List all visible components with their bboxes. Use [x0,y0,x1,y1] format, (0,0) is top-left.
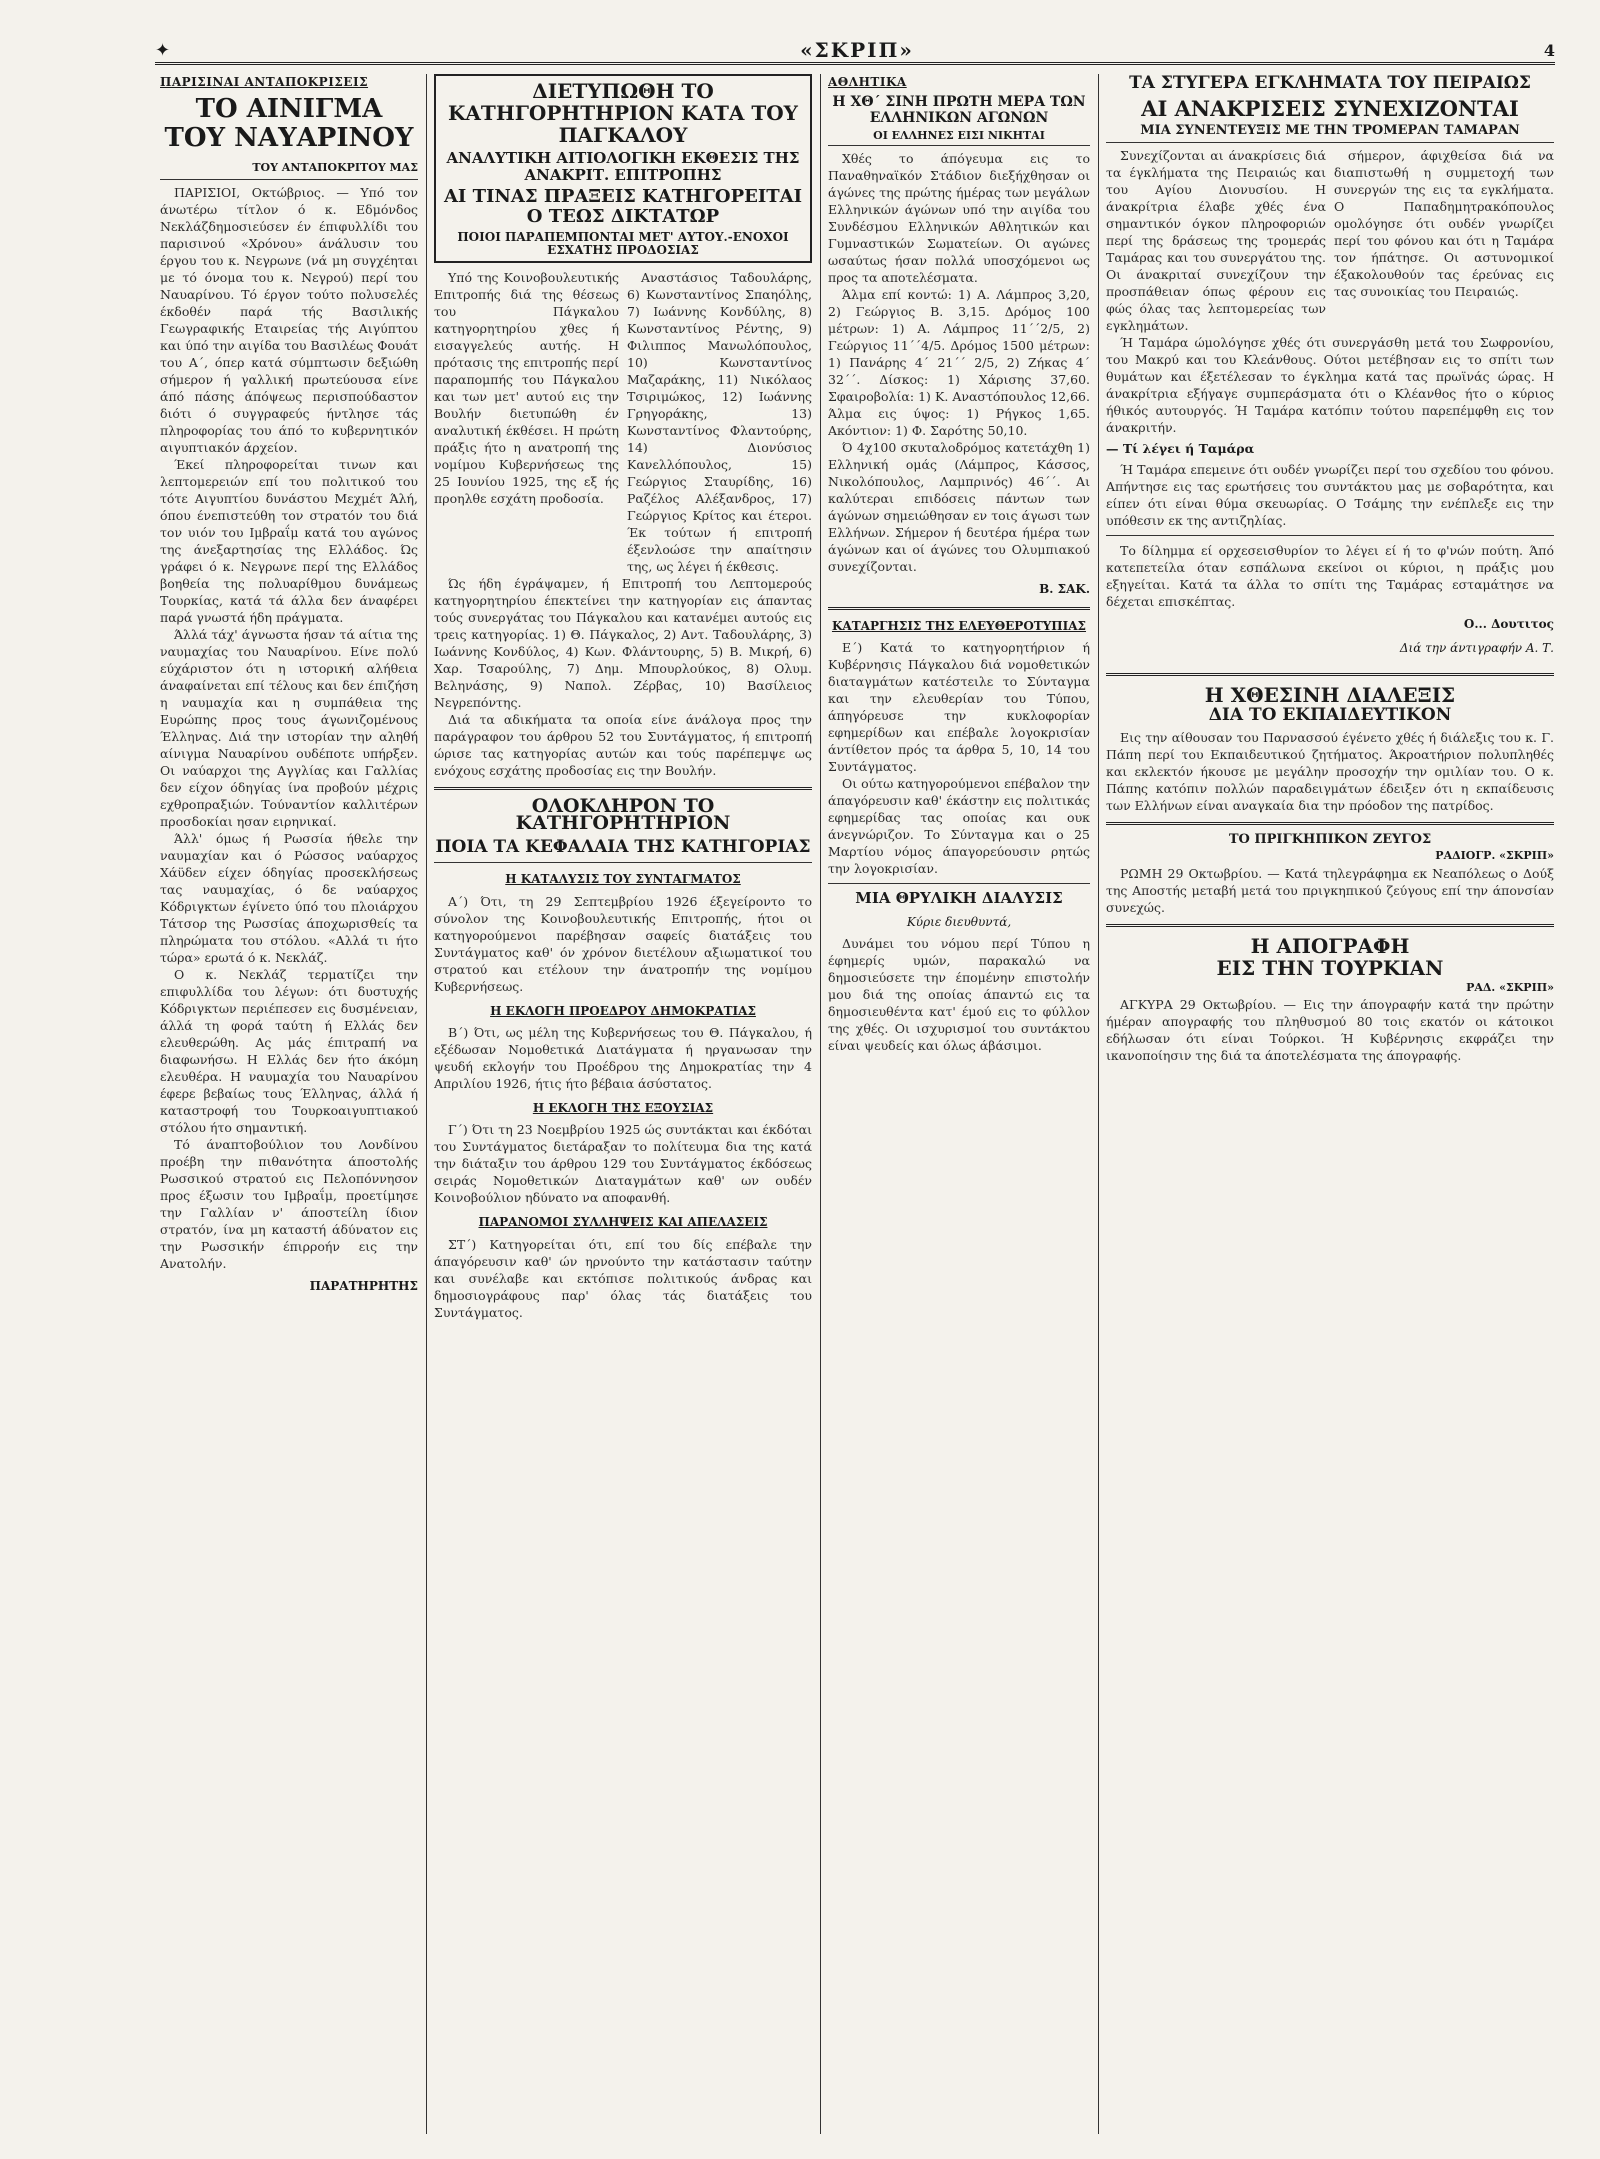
article-paragraph: Ώς ήδη έγράψαμεν, ή Επιτροπή του Λεπτομερούς κατηγορητηρίου έπεκτείνει την κατηγορίαν εις άπαντας τούς συνεργάτας του Πάγκαλου και κατανέμει αυτούς εις τρεις κατηγορίας. 1) Θ. Πάγκαλος, 2) Αντ. Ταδουλάρης, 3) Ιωάννης Κονδύλος, 4) Κων. Φλάντουρης, 5) Β. Μικρή, 6) Χαρ. Τσαρούλης, 7) Δημ. Μπουρλούκος, 8) Ολυμ. Βεληνάσης, 9) Ναπολ. Ζέρβας, 10) Βασίλειος Νεγρεπόντης. [434,575,812,710]
lower-left [1106,665,1554,1064]
headline: ΤΑ ΣΤΥΓΕΡΑ ΕΓΚΛΗΜΑΤΑ ΤΟΥ ΠΕΙΡΑΙΩΣ [1129,74,1531,93]
article-paragraph: Ή Ταμάρα επεμεινε ότι ουδέν γνωρίζει περί του σχεδίου του φόνου. Απήντησε εις τας ερωτήσεις του συντάκτου μας με σοβαρότητα, και είπεν ότι είναι θύμα σκευωρίας. Ο Τσάμης την ενέπλεξε εις την υπόθεσιν εκ της αντιζηλίας. [1106,462,1554,529]
section-subhead: ΚΑΤΑΡΓΗΣΙΣ ΤΗΣ ΕΛΕΥΘΕΡΟΤΥΠΙΑΣ [831,618,1087,633]
column-divider [1098,74,1099,2134]
article-paragraph: Το δίλημμα εί ορχεσεισθυρίον το λέγει εί ή το φ'νών πούτη. Άπό κατεπετείλα όταν εσπάλωνα εκείνοι οι κύριοι, η πράξις μου εξηγείται. Κατά τα άλλα το σπίτι της Ταμάρας εσταμάτησε να δέχεται επισκέπτας. [1106,543,1554,610]
section-subhead: Η ΕΚΛΟΓΗ ΤΗΣ ΕΞΟΥΣΙΑΣ [532,1101,714,1115]
results-paragraph: Άλμα επί κοντώ: 1) Α. Λάμπρος 3,20, 2) Γεώργιος Β. 3,15. Δρόμος 100 μέτρων: 1) Α. Λάμπρος 11΄΄2/5, 2) Γεώργιος 11΄΄4/5. Δρόμος 1500 μέτρων: 1) Πανάρης 4΄ 21΄΄ 2/5, 2) Ζήκας 4΄ 32΄΄. Δίσκος: 1) Χάρισης 37,60. Σφαιροβολία: 1) Κ. Αναστόπουλος 12,66. Άλμα εις ύψος: 1) Ρήγκος 1,65. Ακόντιον: 1) Φ. Σαρότης 50,10. [828,287,1090,439]
divider [828,883,1090,884]
credit: ΡΑΔΙΟΓΡ. «ΣΚΡΙΠ» [1435,849,1554,863]
headline: ΔΙΕΤΥΠΩΘΗ ΤΟ ΚΑΤΗΓΟΡΗΤΗΡΙΟΝ ΚΑΤΑ ΤΟΥ ΠΑΓΚΑΛΟΥ [448,79,798,147]
column-divider [426,74,427,2134]
article-paragraph: σήμερον, άφιχθείσα διά να διαπιστωθή η συμμετοχή των συνεργών της εις τα εγκλήματα. Ο Παπαδημητρακόπουλος ομολόγησε ότι ουδέν γνωρίζει περί του φόνου και ότι η Ταμάρα τον ήπάτησε. Οι αστυνομικοί έξακολουθούν τας έρεύνας εις τας συνοικίας του Πειραιώς. [1334,148,1554,300]
headline: ΕΙΣ ΤΗΝ ΤΟΥΡΚΙΑΝ [1216,955,1444,980]
headline: ΑΝΑΛΥΤΙΚΗ ΑΙΤΙΟΛΟΓΙΚΗ ΕΚΘΕΣΙΣ ΤΗΣ ΑΝΑΚΡΙΤ. ΕΠΙΤΡΟΠΗΣ [446,149,800,184]
signature: Β. ΣΑΚ. [1039,582,1090,597]
headline: ΤΟ ΠΡΙΓΚΗΠΙΚΟΝ ΖΕΥΓΟΣ [1228,831,1432,847]
body-columns [1106,147,1554,334]
article-paragraph: Έκεί πληροφορείται τινων και λεπτομερειών επί του πολιτικού του τότε Αιγυπτίου δυνάστου Μεχμέτ Άλή, όπου ένεπιστεύθη τον στρατόν του διά τον υιόν του Ιμβραΐμ κατά του αγώνος της άνεξαρτησίας της Ελλάδος. Ώς γράφει ό κ. Νεγρωνε περί της Ελλάδος βοηθεία της πολυαρίθμου δυνάμεως Τουρκίας, κατά τά άλλα δεν άναφέρει παρά γνωστά ήδη πράγματα. [160,457,418,625]
article-paragraph: Ο κ. Νεκλάζ τερματίζει την επιφυλλίδα του λέγων: ότι δυστυχής Κόδριγκτων περιέπεσεν εις δυσμένειαν, άλλά τη φορά ταύτη ή Ελλάς δεν ελευθερώθη. Ας μάς έπιτραπή να διαφωνήσω. Η Ελλάς δεν ήτο άκόμη ελευθέρα. Η ναυμαχία του Ναυαρίνου έφερε βεβαίως τους Έλληνας, άλλά ή καταστροφή του Τουρκοαιγυπτιακού στόλου ήτο σημαντική. [160,967,418,1135]
paper-name: «ΣΚΡΙΠ» [800,38,914,62]
section-rubric: ΑΘΛΗΤΙΚΑ [828,75,907,89]
headline: ΔΙΑ ΤΟ ΕΚΠΑΙΔΕΥΤΙΚΟΝ [1208,705,1452,726]
column-divider [820,74,821,2134]
signature: Ο... Δουτιτος [1463,617,1554,632]
article-paragraph: Συνεχίζονται αι άνακρίσεις διά τα έγκλήματα της Πειραιώς και του Αγίου Διονυσίου. Η άνακρίτρια έλαβε χθές ένα σημαντικόν όγκον πληροφοριών περί της δράσεως της τρομεράς Ταμάρας και του συνεργάτου της. Οι άνακριταί συνεχίζουν την προσπάθειαν όπως φέρουν εις φώς όλας τας λεπτομερείας των εγκλημάτων. [1106,148,1326,334]
headline: ΟΛΟΚΛΗΡΟΝ ΤΟ ΚΑΤΗΓΟΡΗΤΗΡΙΟΝ [515,794,731,835]
article-paragraph: Β΄) Ότι, ως μέλη της Κυβερνήσεως του Θ. Πάγκαλου, ή εξέδωσαν Νομοθετικά Διατάγματα ή ηργανωσαν την ψευδή εκλογήν του Προέδρου της Δημοκρατίας την 4 Απριλίου 1926, ήτις ήτο βέβαια άσύστατος. [434,1025,812,1091]
lower-area [1106,665,1554,1064]
divider [1106,535,1554,536]
headline: ΜΙΑ ΘΡΥΛΙΚΗ ΔΙΑΛΥΣΙΣ [855,889,1063,908]
article-paragraph: Α΄) Ότι, τη 29 Σεπτεμβρίου 1926 έξεγείροντο το σύνολον της Κοινοβουλευτικής Επιτροπής, ήτοι οι κατηγορούμενοι παρέβησαν σαφείς διατάξεις του Συντάγματος καθ' όν χρόνον διετέλουν αξιωματικοί του στρατού και ετέλουν την άνατροπήν της νομίμου Κυβερνήσεως. [434,893,812,994]
section-subhead: — Τί λέγει ή Ταμάρα [1106,441,1255,457]
column-piraeus [1106,74,1554,2134]
masthead [155,38,1555,65]
article-paragraph: ΑΓΚΥΡΑ 29 Οκτωβρίου. — Εις την άπογραφήν κατά την πρώτην ήμέραν απογραφής του πληθυσμού 80 τοις εκατόν οι κάτοικοι εδήλωσαν ότι είναι Τούρκοι. Ή Κυβέρνησις εκφράζει την ικανοποίησιν της διά τα άποτελέσματα της άπογραφής. [1106,997,1554,1064]
divider [434,787,812,790]
divider [1106,924,1554,927]
subheadline: ΜΙΑ ΣΥΝΕΝΤΕΥΞΙΣ ΜΕ ΤΗΝ ΤΡΟΜΕΡΑΝ ΤΑΜΑΡΑΝ [1106,124,1554,143]
article-paragraph: Άλλ' όμως ή Ρωσσία ήθελε την ναυμαχίαν και ό Ρώσσος ναύαρχος Χάϋδεν είχεν όδηγίας προσεκλήσεως τας ναυμαχίας, ό δε ναύαρχος Κόδριγκτων έγίνετο ύπό του πλοιάρχου Τάτσορ της Ρωσσίας άποχωρισθείς τα πληρώματα του στόλου. «Αλλά τι ήτο τώρα» ερωτά ό κ. Νεκλάζ. [160,831,418,965]
headline: ΤΟΥ ΝΑΥΑΡΙΝΟΥ [164,123,414,153]
section-subhead: ΠΑΡΑΝΟΜΟΙ ΣΥΛΛΗΨΕΙΣ ΚΑΙ ΑΠΕΛΑΣΕΙΣ [478,1215,768,1230]
column-sports [828,74,1090,2134]
byline: ΤΟΥ ΑΝΤΑΠΟΚΡΙΤΟΥ ΜΑΣ [160,159,418,180]
divider [1106,673,1554,676]
article-paragraph: Διά τα αδικήματα τα οποία είνε άνάλογα προς την παράγραφον του άρθρου 52 του Συντάγματος, ή επιτροπή ώρισε τας κατηγορίας αυτών και τούς παρέπεμψε ως ενόχους εσχάτης προδοσίας εις την Βουλήν. [434,711,812,778]
lead-columns [434,269,812,575]
headline: ΑΙ ΤΙΝΑΣ ΠΡΑΞΕΙΣ ΚΑΤΗΓΟΡΕΙΤΑΙ Ο ΤΕΩΣ ΔΙΚΤΑΤΩΡ [443,186,803,227]
article-paragraph: Δυνάμει του νόμου περί Τύπου η έφημερίς υμών, παρακαλώ να δημοσιεύσετε την έπομένην επιστολήν μου διά της οποίας άπαντώ εις τα δημοσιευθέντα κατ' έμού εις το φύλλον της χθές. Οι ισχυρισμοί του συντάκτου είναι ψευδείς και όλως άβάσιμοι. [828,935,1090,1053]
article-paragraph: ΡΩΜΗ 29 Οκτωβρίου. — Κατά τηλεγράφημα εκ Νεαπόλεως ο Δούξ της Αποστής μεταβή μετά του πριγκηπικού ζεύγους επί την άπονσίαν συνεχώς. [1106,865,1554,915]
column-navarino [160,74,418,2134]
headline-box [434,74,812,263]
divider [1106,822,1554,825]
headline: ΑΙ ΑΝΑΚΡΙΣΕΙΣ ΣΥΝΕΧΙΖΟΝΤΑΙ [1141,95,1519,121]
section-subhead: Η ΚΑΤΑΛΥΣΙΣ ΤΟΥ ΣΥΝΤΑΓΜΑΤΟΣ [505,872,741,887]
article-paragraph: Άλλά τάχ' άγνωστα ήσαν τά αίτια της ναυμαχίας του Ναυαρίνου. Είνε πολύ εύχάριστον ότι η ιστορική αλήθεια άναφαίνεται επί τέλους και δεν έπιζήση η ναυμαχία και η συμπάθεια της Ευρώπης προς τους άγωνιζομένους Έλληνας. Διά την ιστορίαν την αληθή αίνιγμα Ναυαρίνου ουδέποτε υπήρξεν. Οι ναύαρχοι της Αγγλίας και Γαλλίας δεν είχον όδηγίας ίνα προβούν μέχρις εχθροπραξιών. Τούναντίον καλλιτέρων προσδοκίαι ησαν ειρηνικαί. [160,627,418,829]
article-paragraph: Ό 4χ100 σκυταλοδρόμος κατετάχθη 1) Ελληνική ομάς (Λάμπρος, Κάσσος, Νικολόπουλος, Λαμπρινός) 46΄΄. Αι καλύτεραι επιδόσεις πάντων των άγώνων σημειώθησαν εν τοις άγωσι των Ελλήνων. Σήμερον ή δευτέρα ήμέρα των άγώνων και οί άγώνες του Ολυμπιακού συνεχίζονται. [828,440,1090,575]
signature-note: Διά την άντιγραφήν Α. Τ. [1399,640,1554,655]
column-indictment [434,74,812,2134]
article-paragraph: Εις την αίθουσαν του Παρνασσού έγένετο χθές ή διάλεξις του κ. Γ. Πάπη περί του Εκπαιδευτικού ζητήματος. Άκροατήριον πολυπληθές και εκλεκτόν ήκουσε με μεγάλην προσοχήν την ομιλίαν του. Ο κ. Πάπης κατόπιν πολλών παραδειγμάτων έδειξεν ότι η εκπαίδευσις των Ελλήνων είναι αναγκαία δια την πρόοδον της πατρίδος. [1106,729,1554,813]
section-subhead: Η ΕΚΛΟΓΗ ΠΡΟΕΔΡΟΥ ΔΗΜΟΚΡΑΤΙΑΣ [490,1003,756,1018]
credit: ΡΑΔ. «ΣΚΡΙΠ» [1466,980,1554,994]
article-paragraph: Ε΄) Κατά το κατηγορητήριον ή Κυβέρνησις Πάγκαλου διά νομοθετικών διαταγμάτων κατέστειλε το Σύνταγμα και την ελευθερίαν του Τύπου, άπηγόρευσε την κυκλοφορίαν εφημερίδων και επέβαλε λογοκρισίαν άντίθετον πρός τα άρθρα 5, 10, 14 του Συντάγματος. [828,640,1090,775]
article-paragraph: Χθές το άπόγευμα εις το Παναθηναϊκόν Στάδιον διεξήχθησαν οι άγώνες της πρώτης ήμέρας των μεγάλων Ελληνικών άγώνων υπό την αιγίδα του Συνδέσμου Ελληνικών Αθλητικών και Γυμναστικών Σωματείων. Οι αγώνες ωσαύτως ήσαν πολλά υποσχόμενοι ως προς τα αποτελέσματα. [828,151,1090,286]
subheadline: ΟΙ ΕΛΛΗΝΕΣ ΕΙΣΙ ΝΙΚΗΤΑΙ [828,130,1090,146]
article-paragraph: Τό άναπτοβούλιον του Λονδίνου προέβη την πιθανότητα άποστολής Ρωσσικού στρατού εις Πελοπόννησον προς έξωσιν του Ιμβραΐμ, προετίμησε την Γαλλίαν ν' άποστείλη ίδιον στρατόν, ίνα μη καταστή άδύνατον εις την Ρωσσικήν έπιρροήν εις την Ανατολήν. [160,1137,418,1271]
article-paragraph: Υπό της Κοινοβουλευτικής Επιτροπής διά της θέσεως του Πάγκαλου κατηγορητηρίου χθες ή εισαγγελεύς αυτής. Η πρότασις της επιτροπής περί παραπομπής του Πάγκαλου και των μετ' αυτού εις την Βουλήν διετυπώθη έν αναλυτική έκθέσει. Η πρώτη πράξις ήτο η ανατροπή της νομίμου Κυβερνήσεως της 25 Ιουνίου 1925, της εξ ής προηλθε εσχάτη προδοσία. [434,269,619,506]
article-paragraph: ΣΤ΄) Κατηγορείται ότι, επί του δίς επέβαλε την άπαγόρευσιν καθ' ών ηρνούντο την κατάστασιν ταύτην και συνέλαβε και εκτόπισε πολιτικούς άνδρας και δημοσιογράφους παρ' όλας τάς διατάξεις του Συντάγματος. [434,1236,812,1320]
ornament-icon: ✦ [155,39,171,61]
subheadline: ΠΟΙΑ ΤΑ ΚΕΦΑΛΑΙΑ ΤΗΣ ΚΑΤΗΓΟΡΙΑΣ [434,839,812,863]
headline: Η ΧΘΕΣΙΝΗ ΔΙΑΛΕΞΙΣ [1204,683,1456,708]
page-number: 4 [1543,40,1555,60]
headline: ΤΟ ΑΙΝΙΓΜΑ [195,94,383,125]
article-paragraph: ΠΑΡΙΣΙΟΙ, Οκτώβριος. — Υπό τον άνωτέρω τίτλον ό κ. Εδμόνδος Νεκλάζδημοσιεύσεν έν έπιφυλλίδι του παρισινού «Χρόνου» άνάλυσιν του έργου του κ. Νεγρωνε (νά μη συγχέηται με τό όνομα του κ. Νεγρού) περί του Ναυαρίνου. Τό έργον τούτο πολυσελές έκδοθέν παρά τής Βασιλικής Γεωγραφικής Εταιρείας τής Αιγύπτου και ύπό την αιγίδα του Βασιλέως Φουάτ του Α΄, όπερ κατά σύμπτωσιν δεξιώθη σήμερον ή γαλλική πρωτεύουσα είνε άπό πάσης άπόψεως περισπούδαστον διότι ό συγγραφεύς ήντλησε τάς πληροφορίας του άπό το κυβερνητικόν αιγυπτιακόν άρχείον. [160,185,418,455]
signature: ΠΑΡΑΤΗΡΗΤΗΣ [309,1279,418,1293]
salutation: Κύριε διευθυντά, [906,914,1012,929]
section-rubric: ΠΑΡΙΣΙΝΑΙ ΑΝΤΑΠΟΚΡΙΣΕΙΣ [160,75,369,89]
article-paragraph: Ή Ταμάρα ώμολόγησε χθές ότι συνεργάσθη μετά του Σωφρονίου, του Μακρύ και του Κλεάνθους. Ούτοι μετέβησαν εις το σπίτι των θυμάτων και έξετέλεσαν το έγκλημα κατά τας πρωϊνάς ώρας. Η άνακρίτρια εξήγαγε συμπεράσματα ότι ο Κλέανθος ήτο ο κύριος ήθικός αυτουργός. Ή Ταμάρα κατόπιν τούτου παρεπέμφθη εις τον άνακριτήν. [1106,335,1554,436]
subheadline: ΠΟΙΟΙ ΠΑΡΑΠΕΜΠΟΝΤΑΙ ΜΕΤ' ΑΥΤΟΥ.-ΕΝΟΧΟΙ ΕΣΧΑΤΗΣ ΠΡΟΔΟΣΙΑΣ [457,229,789,257]
article-paragraph: Αναστάσιος Ταδουλάρης, 6) Κωνσταντίνος Σπαηόλης, 7) Ιωάννης Κονδύλης, 8) Κωνσταντίνος Ρέντης, 9) Φιλιππος Μανωλόπουλος, 10) Κωνσταντίνος Μαζαράκης, 11) Νικόλαος Τσιριμώκος, 12) Ιωάννης Γρηγοράκης, 13) Κωνσταντίνος Φλαντούρης, 14) Διονύσιος Κανελλόπουλος, 15) Γεώργιος Σταυρίδης, 16) Ραζέλος Αλέξανδρος, 17) Γεώργιος Κρίτος και έτεροι. Έκ τούτων ή επιτροπή έξενλοώσε την απαίτησιν της, ως λέγει ή έκθεσις. [627,269,812,574]
divider [828,607,1090,610]
article-paragraph: Γ΄) Ότι τη 23 Νοεμβρίου 1925 ώς συντάκται και έκδόται του Συντάγματος διετάραξαν το πολίτευμα δια της κατά την διάταξιν του άρθρου 129 του Συντάγματος έκδόσεως σειράς Νομοθετικών Διαταγμάτων καθ' ων ουδέν Κοινοβούλιον ηδύνατο να αποφανθή. [434,1122,812,1206]
headline: Η ΧΘ΄ ΣΙΝΗ ΠΡΩΤΗ ΜΕΡΑ ΤΩΝ ΕΛΛΗΝΙΚΩΝ ΑΓΩΝΩΝ [832,94,1086,126]
article-paragraph: Οι ούτω κατηγορούμενοι επέβαλον την άπαγόρευσιν καθ' έκάστην εις πολιτικάς εφημερίδας τας οποίας και ουκ άνεγνώριζον. Το Σύνταγμα και ο 25 Μαρτίου νόμος άπαγορεύουσιν ρητώς την λογοκρισίαν. [828,776,1090,877]
headline: Η ΑΠΟΓΡΑΦΗ [1250,933,1410,958]
